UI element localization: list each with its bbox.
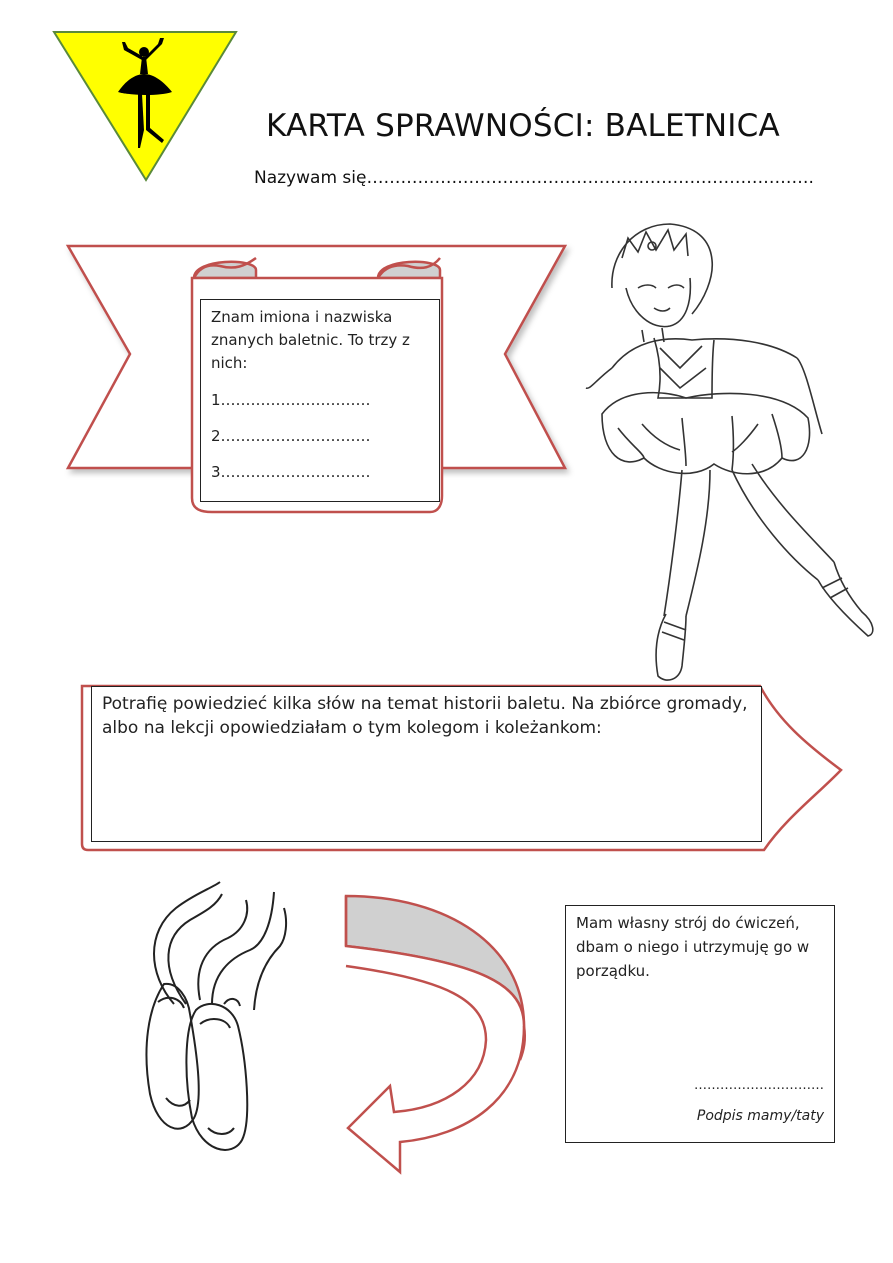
task3-text: Mam własny strój do ćwiczeń, dbam o niego i utrzymuję go w porządku. bbox=[576, 914, 810, 980]
title-strong: BALETNICA bbox=[604, 108, 780, 144]
answer-line-3[interactable]: 3………………………… bbox=[211, 463, 371, 481]
signature-label: Podpis mamy/taty bbox=[696, 1108, 824, 1124]
costume-task bbox=[565, 905, 835, 1143]
pointe-shoes-drawing bbox=[104, 878, 294, 1163]
answer-line-1[interactable]: 1………………………… bbox=[211, 391, 371, 409]
answer-line-2[interactable]: 2………………………… bbox=[211, 427, 371, 445]
ballet-history-task bbox=[91, 686, 762, 842]
ballerina-badge-icon bbox=[52, 30, 238, 182]
task2-text: Potrafię powiedzieć kilka słów na temat historii baletu. Na zbiórce gromady, albo na lekcji opowiedziałam o tym kolegom i koleżankom: bbox=[102, 694, 748, 738]
curved-return-arrow bbox=[336, 890, 536, 1185]
page-title bbox=[266, 108, 780, 144]
famous-ballerinas-task bbox=[200, 299, 440, 502]
task1-text: Znam imiona i nazwiska znanych baletnic. To trzy z nich: bbox=[211, 308, 410, 372]
name-field[interactable]: Nazywam się……………………………………………………………………. bbox=[254, 168, 814, 188]
ballerina-drawing bbox=[582, 218, 882, 686]
signature-line[interactable]: ………………………… bbox=[694, 1078, 824, 1093]
title-main: KARTA SPRAWNOŚCI: bbox=[266, 108, 605, 144]
